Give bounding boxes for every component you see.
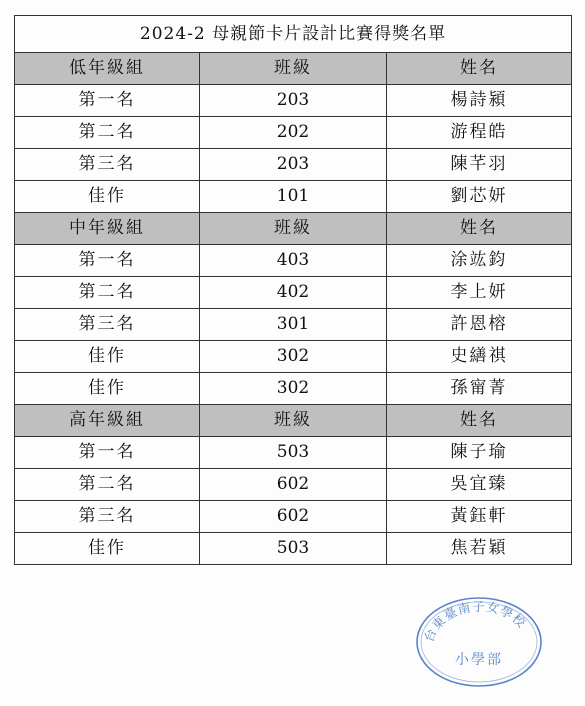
group-header-row — [15, 53, 572, 85]
class-cell: 403 — [200, 245, 387, 277]
name-cell: 劉芯妍 — [387, 181, 572, 213]
rank-cell: 第一名 — [15, 245, 200, 277]
table-row — [15, 533, 572, 565]
class-column-header: 班級 — [200, 213, 387, 245]
seal-inner-text: 小學部 — [455, 652, 503, 668]
class-cell: 203 — [200, 149, 387, 181]
rank-cell: 第三名 — [15, 501, 200, 533]
name-column-header: 姓名 — [387, 53, 572, 85]
title-row — [15, 16, 572, 53]
name-cell: 李上妍 — [387, 277, 572, 309]
table-row — [15, 341, 572, 373]
award-list-table — [14, 15, 572, 565]
name-cell: 黃鈺軒 — [387, 501, 572, 533]
table-row — [15, 501, 572, 533]
class-cell: 101 — [200, 181, 387, 213]
rank-cell: 佳作 — [15, 373, 200, 405]
class-cell: 302 — [200, 373, 387, 405]
name-cell: 焦若穎 — [387, 533, 572, 565]
name-cell: 孫甯菁 — [387, 373, 572, 405]
table-row — [15, 373, 572, 405]
class-cell: 602 — [200, 469, 387, 501]
table-row — [15, 469, 572, 501]
table-row — [15, 85, 572, 117]
class-cell: 503 — [200, 437, 387, 469]
name-column-header: 姓名 — [387, 213, 572, 245]
name-column-header: 姓名 — [387, 405, 572, 437]
class-column-header: 班級 — [200, 53, 387, 85]
name-cell: 涂竑鈞 — [387, 245, 572, 277]
class-cell: 402 — [200, 277, 387, 309]
table-row — [15, 437, 572, 469]
table-row — [15, 309, 572, 341]
name-cell: 游程皓 — [387, 117, 572, 149]
rank-cell: 第二名 — [15, 469, 200, 501]
rank-cell: 第三名 — [15, 149, 200, 181]
rank-cell: 第一名 — [15, 437, 200, 469]
class-cell: 301 — [200, 309, 387, 341]
class-cell: 602 — [200, 501, 387, 533]
name-cell: 楊詩潁 — [387, 85, 572, 117]
class-cell: 202 — [200, 117, 387, 149]
table-row — [15, 181, 572, 213]
document-title: 2024-2 母親節卡片設計比賽得獎名單 — [15, 16, 572, 53]
class-column-header: 班級 — [200, 405, 387, 437]
rank-cell: 第二名 — [15, 117, 200, 149]
rank-cell: 佳作 — [15, 533, 200, 565]
name-cell: 陳子瑜 — [387, 437, 572, 469]
group-name-header: 中年級組 — [15, 213, 200, 245]
rank-cell: 佳作 — [15, 181, 200, 213]
name-cell: 史繕祺 — [387, 341, 572, 373]
rank-cell: 第一名 — [15, 85, 200, 117]
group-header-row — [15, 213, 572, 245]
table-row — [15, 117, 572, 149]
rank-cell: 佳作 — [15, 341, 200, 373]
seal-outer-text: 台東臺南子女學校 — [420, 598, 530, 645]
table-row — [15, 149, 572, 181]
rank-cell: 第二名 — [15, 277, 200, 309]
class-cell: 503 — [200, 533, 387, 565]
table-row — [15, 245, 572, 277]
name-cell: 吳宜臻 — [387, 469, 572, 501]
table-body — [15, 53, 572, 565]
group-header-row — [15, 405, 572, 437]
group-name-header: 高年級組 — [15, 405, 200, 437]
rank-cell: 第三名 — [15, 309, 200, 341]
class-cell: 302 — [200, 341, 387, 373]
group-name-header: 低年級組 — [15, 53, 200, 85]
table-row — [15, 277, 572, 309]
school-seal-stamp — [412, 590, 546, 690]
name-cell: 許恩榕 — [387, 309, 572, 341]
class-cell: 203 — [200, 85, 387, 117]
name-cell: 陳芊羽 — [387, 149, 572, 181]
